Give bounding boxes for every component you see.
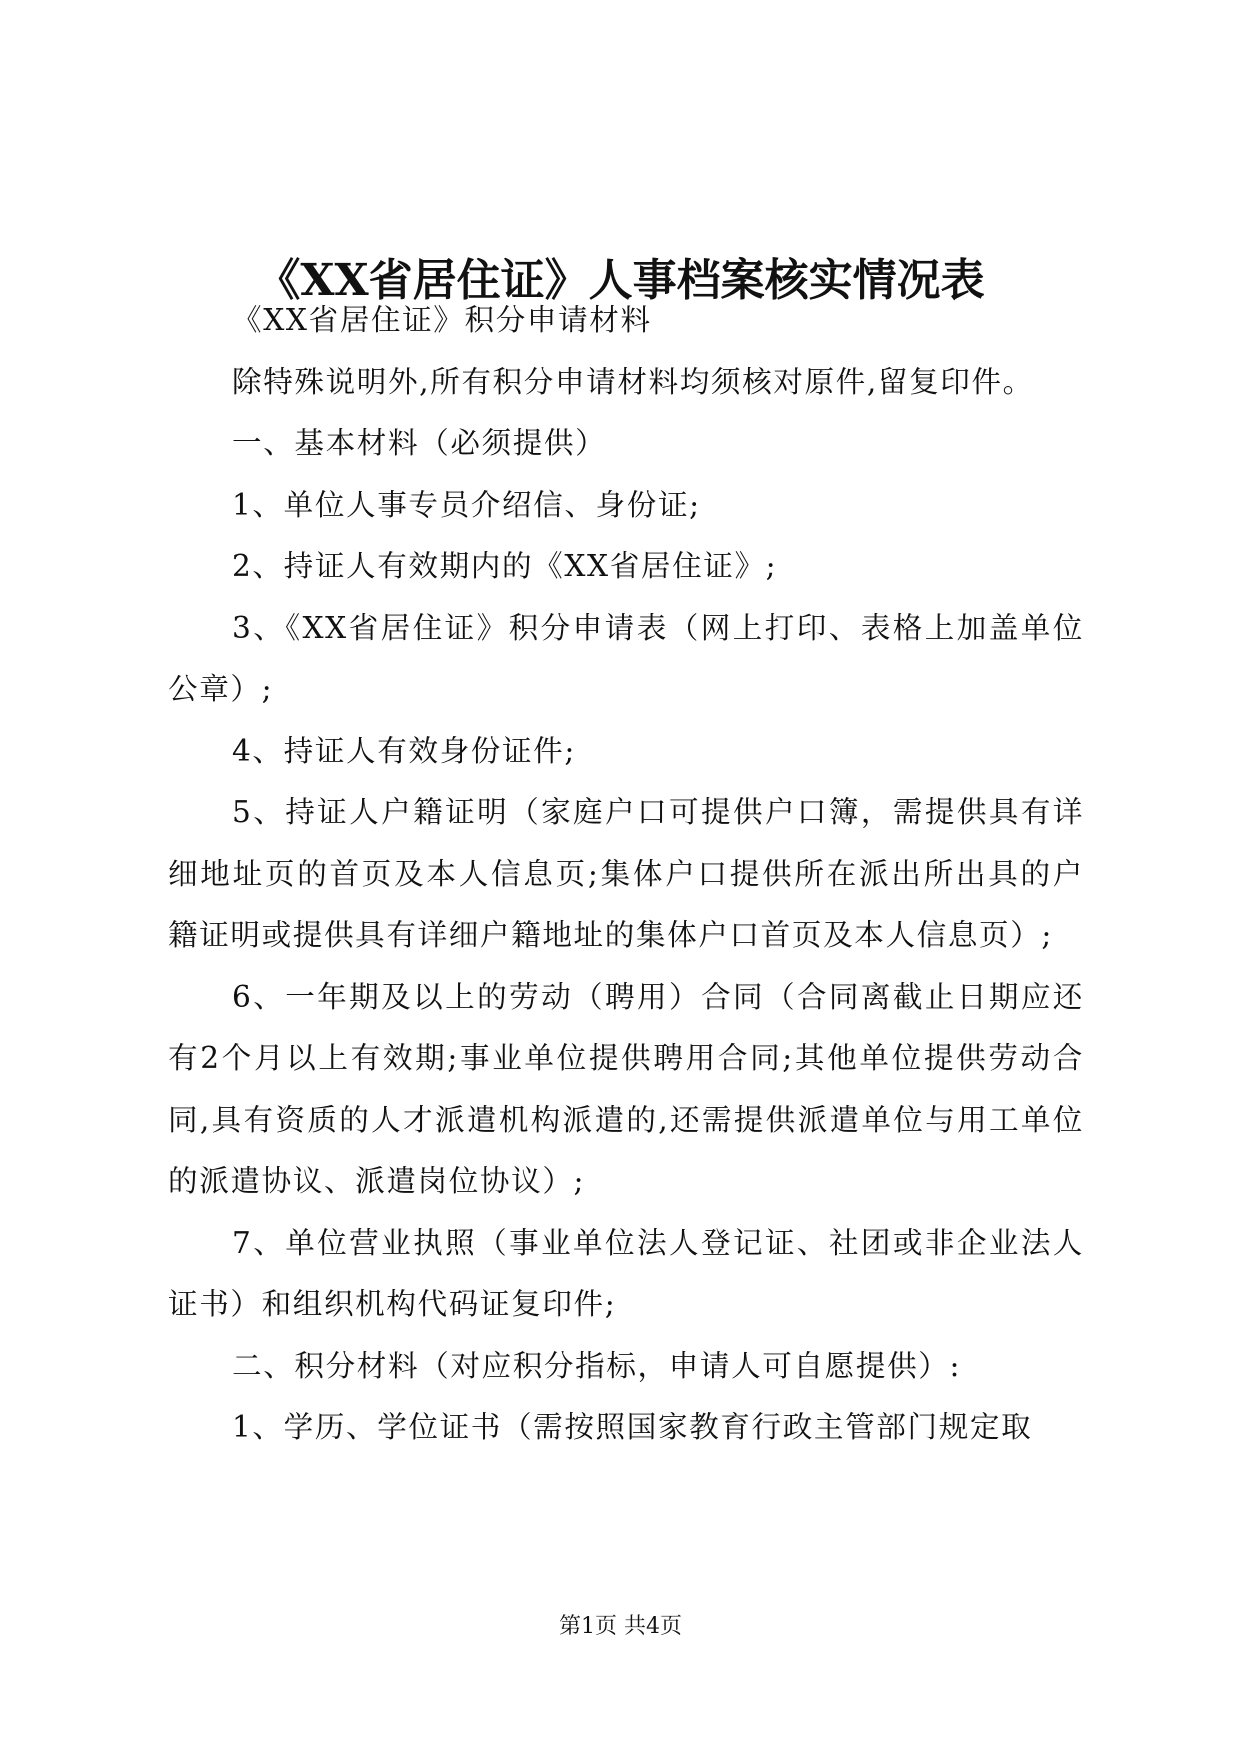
list-item: 1、单位人事专员介绍信、身份证; bbox=[232, 487, 701, 522]
list-item: 2、持证人有效期内的《XX省居住证》; bbox=[232, 549, 778, 583]
document-body bbox=[168, 290, 1084, 1459]
list-item: 7、单位营业执照（事业单位法人登记证、社团或非企业法人证书）和组织机构代码证复印件; bbox=[168, 1225, 1084, 1321]
page-footer: 第1页 共4页 bbox=[559, 1614, 682, 1639]
list-item: 6、一年期及以上的劳动（聘用）合同（合同离截止日期应还有2个月以上有效期;事业单位提供聘用合同;其他单位提供劳动合同,具有资质的人才派遣机构派遣的,还需提供派遣单位与用工单位的派遣协议、派遣岗位协议）; bbox=[168, 979, 1084, 1198]
document-title: 《XX省居住证》人事档案核实情况表 bbox=[256, 255, 985, 307]
section-heading: 二、积分材料（对应积分指标，申请人可自愿提供）: bbox=[232, 1348, 962, 1383]
intro-note: 除特殊说明外,所有积分申请材料均须核对原件,留复印件。 bbox=[232, 364, 1034, 399]
list-item: 1、学历、学位证书（需按照国家教育行政主管部门规定取 bbox=[232, 1410, 1033, 1444]
list-item: 5、持证人户籍证明（家庭户口可提供户口簿，需提供具有详细地址页的首页及本人信息页;集体户口提供所在派出所出具的户籍证明或提供具有详细户籍地址的集体户口首页及本人信息页）; bbox=[168, 795, 1084, 952]
list-item: 3、《XX省居住证》积分申请表（网上打印、表格上加盖单位公章）; bbox=[168, 610, 1084, 706]
section-heading: 《XX省居住证》积分申请材料 bbox=[232, 303, 652, 337]
section-heading: 一、基本材料（必须提供） bbox=[232, 426, 607, 460]
list-item: 4、持证人有效身份证件; bbox=[232, 733, 576, 768]
